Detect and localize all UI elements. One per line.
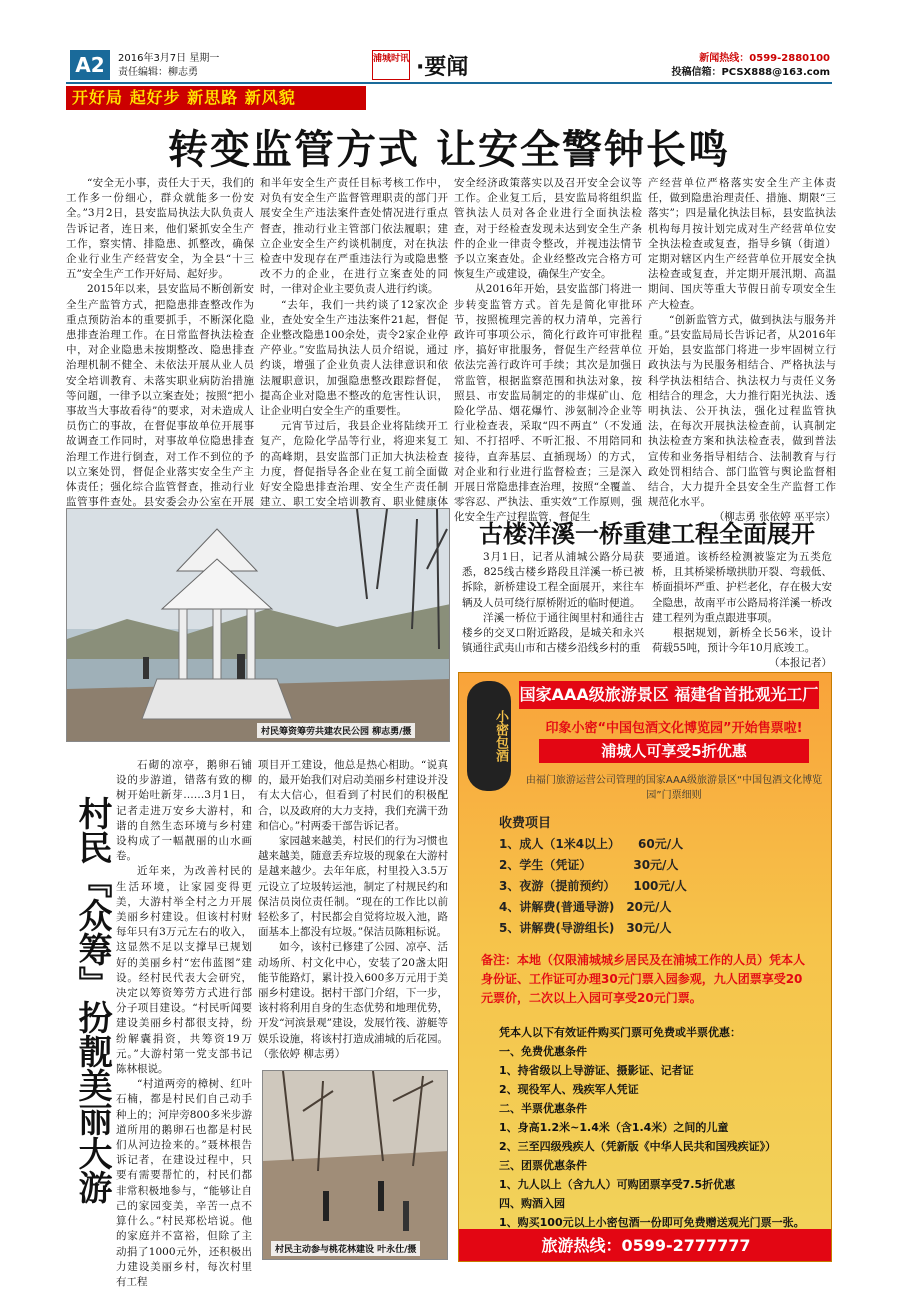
paragraph: “去年，我们一共约谈了12家次企业，查处安全生产违法案件21起，督促企业整改隐患100余处，责令2家企业停产停业。”安监局执法人员介绍说，通过约谈，增强了企业负责人法律意识和依法履职意识，加强隐患整改跟踪督促，提高企业对隐患不整改的危害性认识，让企业明白安全生产的重要性。 [260, 298, 448, 418]
ad-intro: 由福门旅游运营公司管理的国家AAA级旅游景区“中国包酒文化博览园”门票细则 [525, 775, 823, 801]
ad-note: 备注：本地（仅限浦城城乡居民及在浦城工作的人员）凭本人身份证、工作证可办理30元门票入园参观，九人团票享受20元票价，二次以上入园可享受20元门票。 [481, 953, 806, 1005]
paragraph: 石砌的凉亭，鹅卵石铺设的步游道，错落有致的柳树开始吐新芽……3月1日，记者走进万安乡大游村，和谐的自然生态环境与乡村建设构成了一幅靓丽的山水画卷。 [116, 759, 252, 863]
paragraph: “村道两旁的樟树、红叶石楠，都是村民们自己动手种上的；河岸旁800多米步游道所用的鹅卵石也都是村民们从河边捡来的。”聂林根告诉记者，在建设过程中，只要有需要帮忙的，村民们都非常积极地参与，“能够让自己的家园变美，辛苦一点不算什么。”村民郑松培说。他的家庭并不富裕，但除了主动捐了1000元外，还积极出力建设美丽乡村，每次村里有工程 [116, 1078, 252, 1288]
fee-title: 收费项目 [499, 816, 552, 831]
paragraph: 安全经济政策落实以及召开安全会议等工作。企业复工后，县安监局将组织监管执法人员对各企业进行全面执法检查，对于经检查发现未达到安全生产条件的企业一律责令整改，并视违法情节予以立案查处。企业经整改完合格方可恢复生产或建设，确保生产安全。 [454, 177, 642, 281]
editor-credit: 责任编辑：柳志勇 [118, 67, 198, 78]
page-number: A2 [70, 50, 110, 80]
paragraph: 洋溪一桥位于通往闽里村和通往古楼乡的交叉口附近路段，是城关和永兴镇通往武夷山市和古楼乡沿线乡村的重 [462, 611, 644, 655]
article1-column-3 [454, 176, 642, 526]
article3-vertical-title [66, 790, 112, 1210]
header-rule [66, 82, 832, 84]
fee-item: 3、夜游（提前预约） 100元/人 [499, 879, 687, 893]
offer-list [499, 1023, 819, 1251]
article3-column-1 [116, 758, 252, 1290]
article2-title: 古楼洋溪一桥重建工程全面展开 [479, 520, 815, 548]
paragraph: “安全无小事，责任大于天，我们的工作多一份细心，群众就能多一份安全。”3月2日，县安监局执法大队负责人告诉记者，连日来，他们紧抓安全生产工作，察实情、排隐患、抓整改，确保企业行业生产经营安全，为全县“十三五”安全生产工作开好局、起好步。 [66, 177, 254, 281]
tourism-hotline: 旅游热线：0599-2777777 [459, 1229, 832, 1262]
village-photo [262, 1070, 448, 1260]
offer-item: 1、九人以上（含九人）可购团票享受7.5折优惠 [499, 1178, 736, 1191]
photo2-caption: 村民主动参与桃花林建设 叶永仕/摄 [271, 1241, 420, 1256]
paragraph: 元宵节过后，我县企业将陆续开工复产，危险化学品等行业，将迎来复工的高峰期，县安监部门正加大执法检查力度，督促指导各企业在复工前全面做好安全隐患排查治理、安全生产责任制建立、职工安全培训教育、职业健康体 [260, 420, 448, 509]
paragraph: 根据规划，新桥全长56米，设计荷载55吨，预计今年10月底竣工。 [652, 627, 832, 655]
article3-column-2 [258, 758, 448, 1062]
offer-item: 1、购买100元以上小密包酒一份即可免费赠送观光门票一张。 [499, 1216, 805, 1229]
paper-stamp: 浦城时讯 [372, 50, 410, 80]
ad-line-2: 浦城人可享受5折优惠 [539, 739, 809, 763]
theme-banner: 开好局 起好步 新思路 新风貌 [66, 86, 366, 110]
section-title: ·要闻 [416, 55, 469, 80]
paragraph: 项目开工建设，他总是热心相助。“说真的，最开始我们对启动美丽乡村建设并没有太大信心，但看到了村民们的积极配合，以及政府的大力支持，我们充满干劲和信心。”村两委干部告诉记者。 [258, 759, 448, 832]
article1-column-1 [66, 176, 254, 526]
article2-column-2 [652, 550, 832, 672]
article2-column-1 [462, 550, 644, 656]
paragraph: 3月1日，记者从浦城公路分局获悉，825线古楼乡路段且洋溪一桥已被拆除，新桥建设工程全面展开，来往车辆及人员可绕行原桥附近的临时便道。 [462, 551, 644, 609]
main-headline: 转变监管方式 让安全警钟长鸣 [168, 127, 730, 173]
paragraph: 家园越来越美，村民们的行为习惯也越来越美，随意丢弃垃圾的现象在大游村是越来越少。去年年底，村里投入3.5万元设立了垃圾转运池，制定了村规民约和保洁员岗位责任制。“现在的工作比以前轻松多了，村民都会自觉将垃圾入池，路面基本上都没有垃圾。”保洁员陈粗标说。 [258, 835, 448, 939]
byline: （柳志勇 张依婷 巫平宗） [713, 511, 836, 524]
offer-item: 1、持省级以上导游证、摄影证、记者证 [499, 1064, 694, 1077]
paragraph: 从2016年开始，县安监部门将进一步转变监管方式。首先是简化审批环节，按照梳理完善的权力清单，完善行政许可事项公示，简化行政许可审批程序，搞好审批服务，督促生产经营单位依法完善行政许可手续；其次是加强日常监管，根据监察范围和执法对象，按照县、市安监局制定的的非煤矿山、危险化学品、烟花爆竹、涉氨制冷企业等行业检查表，采取“四不两直”（不发通知、不打招呼、不听汇报、不用陪同和接待，直奔基层、直插现场）的方式，对企业和行业进行监督检查；三是深入开展日常隐患排查治理，按照“全覆盖、零容忍、严执法、重实效”工作原则，强化安全生产过程监管，督促生 [454, 283, 642, 524]
ad-title: 国家AAA级旅游景区 福建省首批观光工厂 [519, 681, 819, 709]
news-hotline: 新闻热线：0599-2880100 [699, 53, 830, 64]
issue-date: 2016年3月7日 星期一 [118, 53, 220, 64]
offer-item: 四、购酒入园 [499, 1197, 565, 1210]
paragraph: 产经营单位严格落实安全生产主体责任，做到隐患治理责任、措施、期限“三落实”；四是量化执法目标，县安监执法机构每月按计划完成对生产经营单位安全执法检查或复查，指导乡镇（街道）定期对辖区内生产经营单位开展安全执法检查或复查，并定期开展汛期、高温期间、国庆等重大节假日前专项安全生产大检查。 [648, 177, 836, 311]
submission-email: 投稿信箱：PCSX888@163.com [671, 67, 830, 78]
offer-item: 三、团票优惠条件 [499, 1159, 587, 1172]
pavilion-photo-image [67, 509, 450, 742]
fee-item: 2、学生（凭证） 30元/人 [499, 858, 679, 872]
paragraph: 和半年安全生产责任目标考核工作中，对负有安全生产监督管理职责的部门开展安全生产违法案件查处情况进行重点督查，推动行业主管部门依法履职；建立企业安全生产约谈机制度，对在执法检查中发现存在严重违法行为或隐患整改不力的企业，在进行立案查处的同时，一律对企业主要负责人进行约谈。 [260, 177, 448, 296]
offer-title: 凭本人以下有效证件购买门票可免费或半票优惠： [499, 1026, 741, 1039]
title-part: 扮靓美丽大游 [72, 1000, 112, 1204]
offer-item: 2、现役军人、残疾军人凭证 [499, 1083, 639, 1096]
paragraph: 近年来，为改善村民的生活环境，让家园变得更美，大游村举全村之力开展美丽乡村建设。但该村村财每年只有3万元左右的收入，这显然不足以支撑早已规划好的美丽乡村“宏伟蓝图”建设。经村民代表大会研究，决定以筹资筹劳方式进行部分子项目建设。“村民听闻要建设美丽乡村都很支持，纷纷解囊捐资，共筹资19万元。”大游村第一党支部书记陈林根说。 [116, 865, 252, 1076]
paragraph: 如今，该村已修建了公园、凉亭、活动场所、村文化中心，安装了20盏太阳能节能路灯，累计投入600多万元用于美丽乡村建设。据村干部门介绍，下一步，该村将利用自身的生态优势和地理优势，开发“河滨景观”建设，发展竹筏、游艇等娱乐设施，将该村打造成浦城的后花园。（张依婷 柳志勇） [258, 941, 448, 1060]
fee-item: 4、讲解费(普通导游) 20元/人 [499, 900, 672, 914]
article1-column-2 [260, 176, 448, 526]
paragraph: 要通道。该桥经检测被鉴定为五类危桥，且其桥梁桥墩拱肋开裂、弯载低、桥面損坏严重、护栏老化，存在极大安全隐患，故南平市公路局将洋溪一桥改建工程列为重点跟进事项。 [652, 551, 832, 624]
brand-logo [467, 681, 511, 791]
paragraph: “创新监管方式，做到执法与服务并重。”县安监局局长告诉记者，从2016年开始，县安监部门将进一步牢固树立行政执法与为民服务相结合、严格执法与科学执法相结合、执法权力与责任义务相结合的理念，大力推行阳光执法、透明执法、公开执法，强化过程监管执法，在每次开展执法检查前，认真制定执法检查方案和执法检查表，做到普法宣传和业务指导相结合、法制教育与行政处罚相结合、部门监管与舆论监督相结合，大力提升全县安全生产监督工作规范化水平。 [648, 313, 836, 509]
offer-item: 二、半票优惠条件 [499, 1102, 587, 1115]
scenic-area-ad [458, 672, 832, 1262]
title-part: 『众筹』 [72, 864, 112, 1000]
offer-item: 一、免费优惠条件 [499, 1045, 587, 1058]
byline: （本报记者） [769, 657, 832, 670]
fee-item: 1、成人（1米4以上） 60元/人 [499, 837, 684, 851]
title-part: 村民 [72, 796, 112, 864]
village-photo-image [263, 1071, 448, 1260]
offer-item: 1、身高1.2米~1.4米（含1.4米）之间的儿童 [499, 1121, 729, 1134]
paragraph: 2015年以来，县安监局不断创新安全生产监管方式，把隐患排查整改作为重点预防治本的重要抓手，不断深化隐患排查治理工作。在日常监督执法检查中，对企业隐患未按期整改、隐患排查治理机制不健全、未依法开展从业人员安全培训教育、未落实职业病防治措施等问题，一律予以立案查处；按照“把小事故当大事故看待”的要求，对未造成人员伤亡的事故，在督促事故单位开展事故调查工作同时，对事故单位隐患排查治理工作进行倒查，对工作不到位的予以立案处罚，督促企业落实安全生产主体责任；强化综合监管督查，推动行业监管事件查处。县安委会办公室在开展 [66, 283, 254, 509]
article1-column-4 [648, 176, 836, 526]
pavilion-photo [66, 508, 450, 742]
fee-list [499, 813, 819, 939]
fee-item: 5、讲解费(导游组长) 30元/人 [499, 921, 672, 935]
issue-meta [118, 52, 219, 80]
contact-info [640, 52, 830, 80]
photo1-caption: 村民筹资筹劳共建农民公园 柳志勇/摄 [257, 723, 415, 738]
brand-name: 小密包酒 [493, 710, 508, 762]
ad-line-1: 印象小密“中国包酒文化博览园”开始售票啦! [545, 721, 803, 736]
offer-item: 2、三至四级残疾人（凭新版《中华人民共和国残疾证》） [499, 1140, 777, 1153]
